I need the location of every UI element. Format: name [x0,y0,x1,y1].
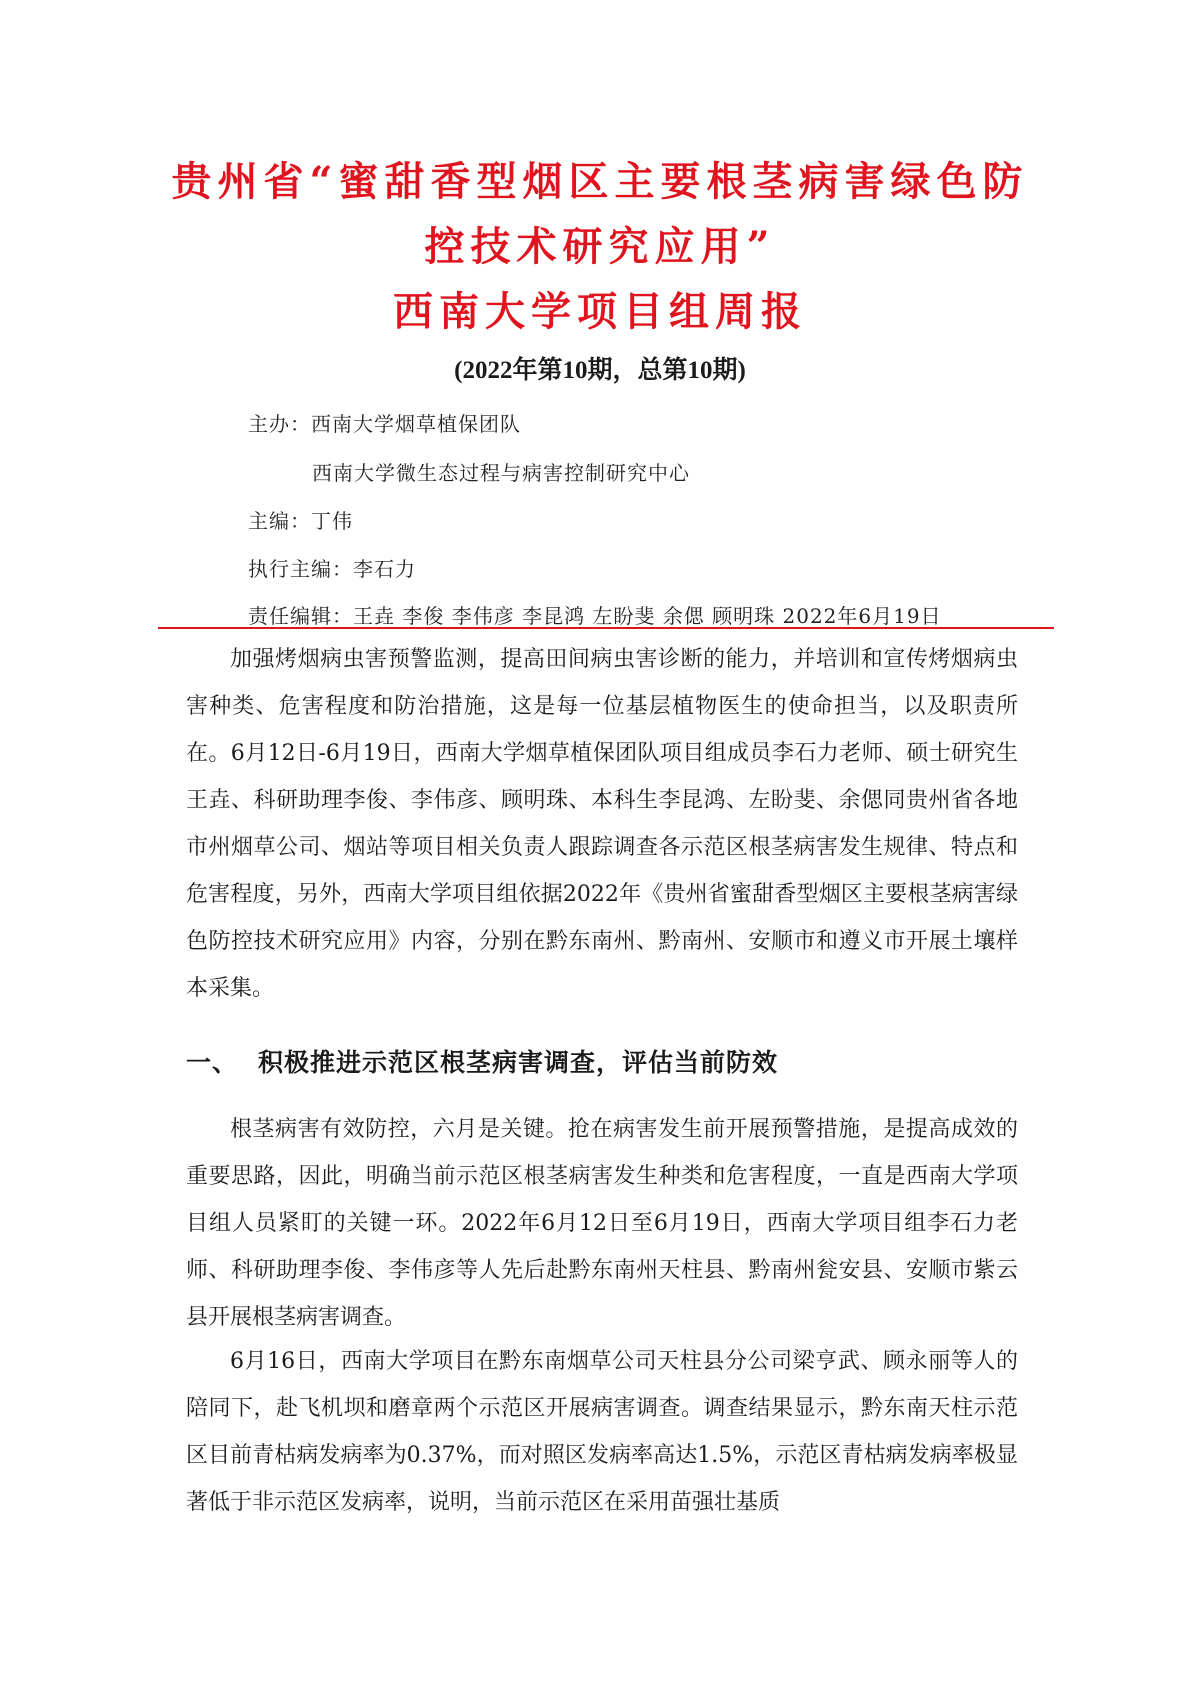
header-divider [158,627,1054,629]
report-title-line-2: 控技术研究应用” [424,223,776,270]
section-paragraph-1: 根茎病害有效防控，六月是关键。抢在病害发生前开展预警措施，是提高成效的重要思路，因此，明确当前示范区根茎病害发生种类和危害程度，一直是西南大学项目组人员紧盯的关键一环。2022年6月12日至6月19日，西南大学项目组李石力老师、科研助理李俊、李伟彦等人先后赴黔东南州天柱县、黔南州瓮安县、安顺市紫云县开展根茎病害调查。 [186,1117,1018,1330]
responsible-editors: 责任编辑：王垚 李俊 李伟彦 李昆鸿 左盼斐 余偲 顾明珠 2022年6月19日 [248,604,942,628]
chief-editor: 主编：丁伟 [248,509,353,533]
section-number: 一、 [186,1048,239,1077]
executive-editor: 执行主编：李石力 [248,557,416,581]
section-paragraph-2: 6月16日，西南大学项目在黔东南烟草公司天柱县分公司梁亨武、顾永丽等人的陪同下，赴飞机坝和磨章两个示范区开展病害调查。调查结果显示，黔东南天柱示范区目前青枯病发病率为0.37%，而对照区发病率高达1.5%，示范区青枯病发病率极显著低于非示范区发病率，说明，当前示范区在采用苗强壮基质 [186,1349,1018,1515]
section-title: 积极推进示范区根茎病害调查，评估当前防效 [258,1048,779,1077]
organizer-line-1: 主办：西南大学烟草植保团队 [248,412,521,436]
intro-paragraph: 加强烤烟病虫害预警监测，提高田间病虫害诊断的能力，并培训和宣传烤烟病虫害种类、危害程度和防治措施，这是每一位基层植物医生的使命担当，以及职责所在。6月12日-6月19日，西南大学烟草植保团队项目组成员李石力老师、硕士研究生王垚、科研助理李俊、李伟彦、顾明珠、本科生李昆鸿、左盼斐、余偲同贵州省各地市州烟草公司、烟站等项目相关负责人跟踪调查各示范区根茎病害发生规律、特点和危害程度，另外，西南大学项目组依据2022年《贵州省蜜甜香型烟区主要根茎病害绿色防控技术研究应用》内容，分别在黔东南州、黔南州、安顺市和遵义市开展土壤样本采集。 [186,647,1018,1001]
section-heading [186,1043,778,1079]
organizer-line-2: 西南大学微生态过程与病害控制研究中心 [312,461,690,485]
report-title-line-1: 贵州省“蜜甜香型烟区主要根茎病害绿色防 [171,158,1029,205]
issue-number: (2022年第10期，总第10期) [454,357,746,384]
report-title-line-3: 西南大学项目组周报 [393,288,807,335]
